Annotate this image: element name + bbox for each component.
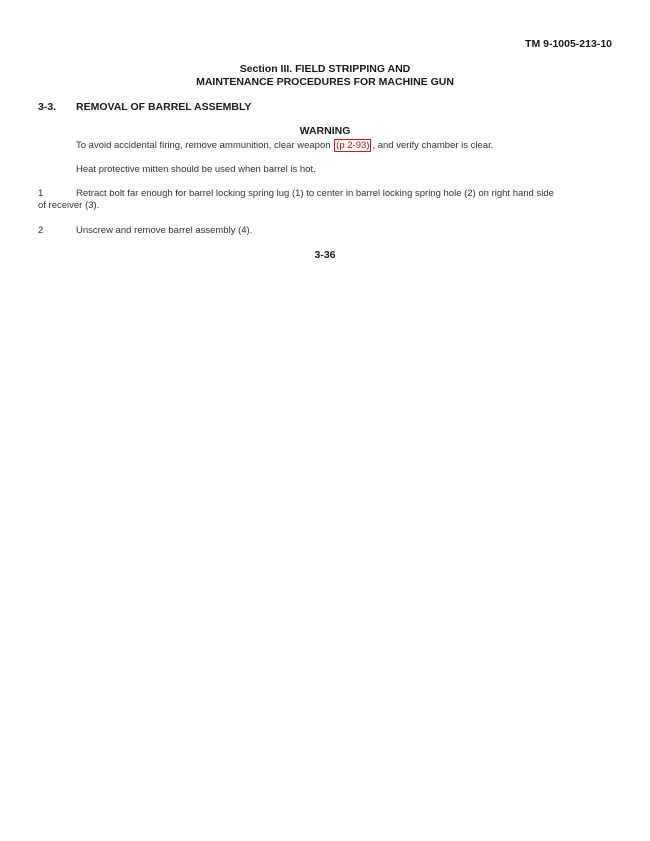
paragraph-title: REMOVAL OF BARREL ASSEMBLY bbox=[76, 101, 252, 113]
section-title-line1: Section III. FIELD STRIPPING AND bbox=[239, 63, 411, 75]
step-text: Retract bolt far enough for barrel locking spring lug (1) to center in barrel locking spring hole (2) on right hand side bbox=[76, 188, 554, 199]
section-title-line2: MAINTENANCE PROCEDURES FOR MACHINE GUN bbox=[196, 76, 454, 88]
page-number: 3-36 bbox=[314, 249, 336, 261]
step-number: 1 bbox=[38, 188, 44, 199]
warning-text-before: To avoid accidental firing, remove ammunition, clear weapon bbox=[76, 140, 334, 151]
warning-text-after: , and verify chamber is clear. bbox=[372, 140, 494, 151]
heat-mitten-note: Heat protective mitten should be used when barrel is hot. bbox=[76, 164, 316, 175]
warning-heading: WARNING bbox=[299, 125, 351, 137]
warning-text bbox=[76, 139, 493, 152]
document-id: TM 9-1005-213-10 bbox=[525, 38, 612, 50]
step-text-continued: of receiver (3). bbox=[38, 200, 100, 211]
step-text: Unscrew and remove barrel assembly (4). bbox=[76, 225, 253, 236]
step-number: 2 bbox=[38, 225, 44, 236]
paragraph-number: 3-3. bbox=[38, 101, 57, 113]
page-reference-link[interactable]: (p 2-93) bbox=[336, 140, 370, 151]
